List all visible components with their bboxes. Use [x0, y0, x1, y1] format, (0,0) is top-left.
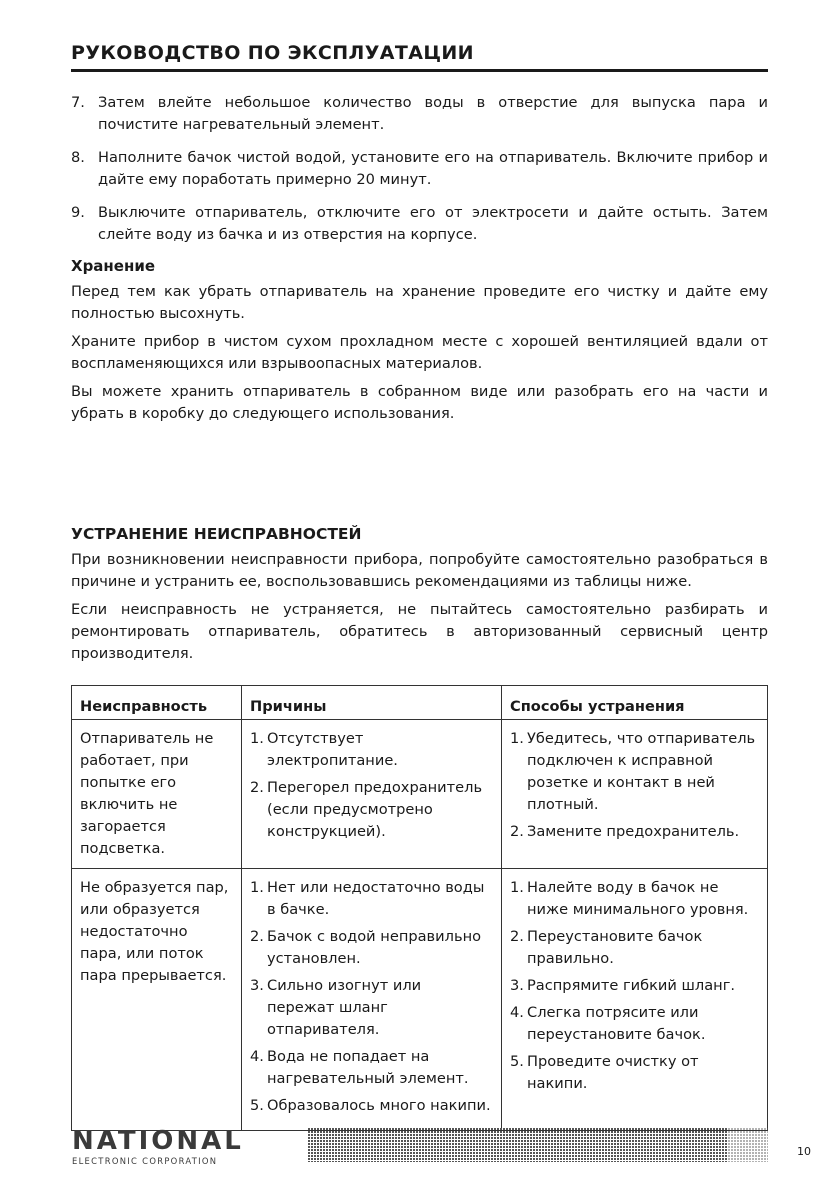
logo-wordmark: NATIONAL: [72, 1126, 244, 1156]
list-item: [71, 92, 768, 136]
page-number: 10: [797, 1145, 811, 1158]
column-header-problem: Неисправность: [72, 686, 242, 720]
causes-cell: [242, 869, 502, 1131]
header-divider: [71, 69, 768, 72]
page-content: [71, 92, 768, 1131]
list-item: 2. Замените предохранитель.: [510, 823, 740, 840]
step-text: Выключите отпариватель, отключите его от электросети и дайте остыть. Затем слейте воду из бачка и из отверстия на корпусе.: [98, 204, 768, 243]
solutions-cell: [502, 720, 768, 869]
troubleshooting-heading: УСТРАНЕНИЕ НЕИСПРАВНОСТЕЙ: [71, 525, 362, 543]
step-text: Наполните бачок чистой водой, установите его на отпариватель. Включите прибор и дайте ему поработать примерно 20 минут.: [98, 149, 768, 188]
list-item: 1. Убедитесь, что отпариватель подключен к исправной розетке и контакт в ней плотный.: [510, 730, 756, 813]
table-row: [72, 869, 768, 1131]
list-item: 4. Вода не попадает на нагревательный элемент.: [250, 1048, 469, 1087]
list-item: 1. Налейте воду в бачок не ниже минимального уровня.: [510, 879, 749, 918]
list-item: [71, 147, 768, 191]
list-item: 4. Слегка потрясите или переустановите бачок.: [510, 1004, 706, 1043]
decorative-dot-pattern: [308, 1128, 768, 1162]
list-item: 2. Перегорел предохранитель (если предусмотрено конструкцией).: [250, 779, 483, 840]
storage-paragraph: Храните прибор в чистом сухом прохладном месте с хорошей вентиляцией вдали от воспламеняющихся или взрывоопасных материалов.: [71, 333, 768, 372]
step-text: Затем влейте небольшое количество воды в отверстие для выпуска пара и почистите нагревательный элемент.: [98, 94, 768, 133]
list-item: 3. Распрямите гибкий шланг.: [510, 977, 736, 994]
list-item: 3. Сильно изогнут или пережат шланг отпаривателя.: [250, 977, 422, 1038]
table-row: [72, 720, 768, 869]
troubleshooting-paragraph: Если неисправность не устраняется, не пытайтесь самостоятельно разбирать и ремонтировать отпариватель, обратитесь в авторизованный сервисный центр производителя.: [71, 601, 768, 662]
page-header-title: РУКОВОДСТВО ПО ЭКСПЛУАТАЦИИ: [71, 42, 474, 64]
cleaning-steps-list: [71, 92, 768, 246]
list-item: 5. Образовалось много накипи.: [250, 1097, 491, 1114]
problem-cell: Не образуется пар, или образуется недостаточно пара, или поток пара прерывается.: [72, 869, 242, 1131]
step-number: 7.: [71, 94, 85, 111]
storage-paragraph: Вы можете хранить отпариватель в собранном виде или разобрать его на части и убрать в коробку до следующего использования.: [71, 383, 768, 422]
column-header-causes: Причины: [242, 686, 502, 720]
column-header-solutions: Способы устранения: [502, 686, 768, 720]
causes-cell: [242, 720, 502, 869]
list-item: [71, 202, 768, 246]
step-number: 8.: [71, 149, 85, 166]
troubleshooting-paragraph: При возникновении неисправности прибора, попробуйте самостоятельно разобраться в причине и устранить ее, воспользовавшись рекомендациями из таблицы ниже.: [71, 551, 768, 590]
storage-paragraph: Перед тем как убрать отпариватель на хранение проведите его чистку и дайте ему полностью высохнуть.: [71, 283, 768, 322]
list-item: 5. Проведите очистку от накипи.: [510, 1053, 699, 1092]
list-item: 1. Отсутствует электропитание.: [250, 730, 398, 769]
list-item: 1. Нет или недостаточно воды в бачке.: [250, 879, 485, 918]
list-item: 2. Переустановите бачок правильно.: [510, 928, 703, 967]
logo-subtitle: ELECTRONIC CORPORATION: [72, 1156, 218, 1166]
list-item: 2. Бачок с водой неправильно установлен.: [250, 928, 482, 967]
table-header-row: [72, 686, 768, 720]
solutions-cell: [502, 869, 768, 1131]
storage-heading: Хранение: [71, 257, 156, 275]
problem-cell: Отпариватель не работает, при попытке его включить не загорается подсветка.: [72, 720, 242, 869]
brand-logo: [72, 1128, 272, 1166]
troubleshooting-table: [71, 685, 768, 1131]
step-number: 9.: [71, 204, 85, 221]
